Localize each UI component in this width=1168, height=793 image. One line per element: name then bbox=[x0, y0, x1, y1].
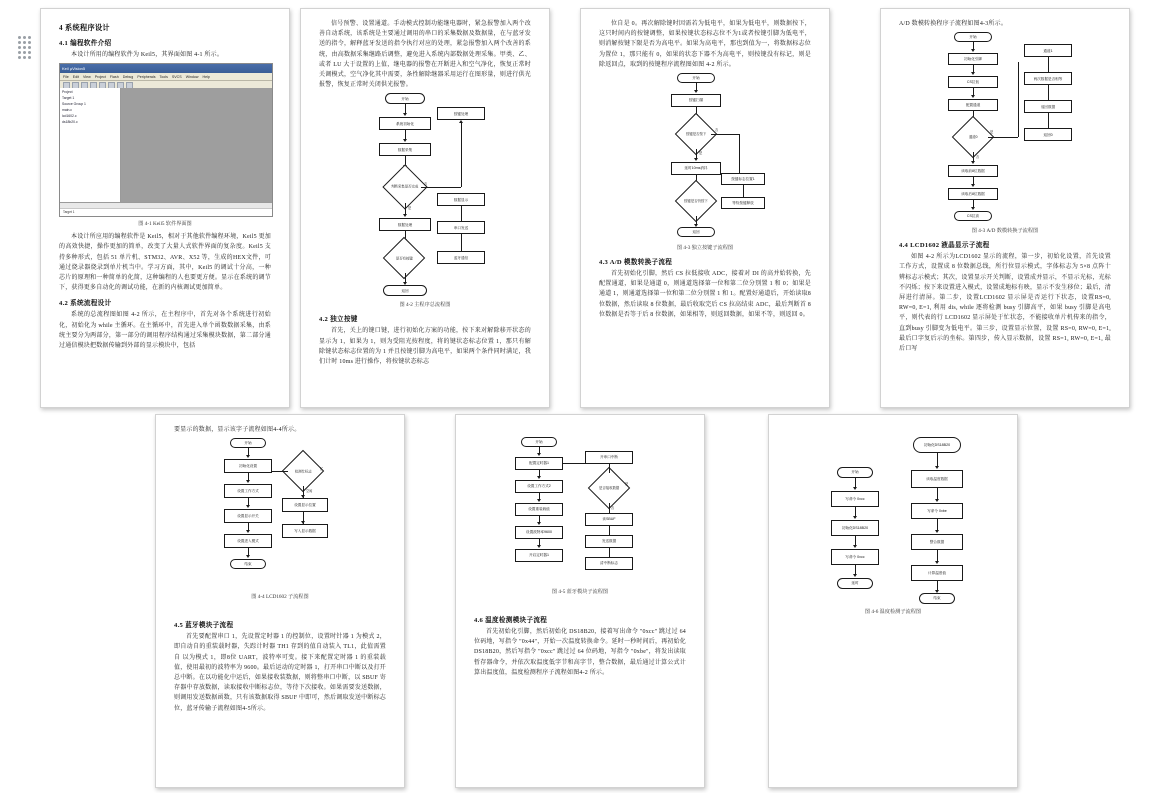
tree-item: lcd1602.c bbox=[62, 114, 77, 119]
flow-node: 写命令 0xbe bbox=[911, 503, 963, 519]
paragraph: 首先，关上的键口键，进行初始化方案的功能，按下来对解除移开状态的显示为 1，如果为 1，则为受阻光按程度，将的键状态标志位置 1，那只有解除键状态标志位置的为 1 并且按键引脚为高电平，如果两个条件同时满足，我们计时 10ms 进行操作，将按键状态标志 bbox=[319, 328, 531, 366]
flow-node: 串口发送 bbox=[437, 221, 485, 234]
flow-node: 设置重装载值 bbox=[515, 503, 563, 516]
flow-label: 否 bbox=[611, 506, 615, 510]
flow-node: 结束 bbox=[919, 593, 955, 604]
section-heading-4-5: 4.5 蓝牙模块子流程 bbox=[174, 622, 234, 630]
flow-label: 否 bbox=[715, 128, 719, 133]
flow-node: 设置显示位置 bbox=[282, 498, 328, 512]
flow-node: 按键扫描 bbox=[671, 94, 721, 107]
flow-node: 蓝牙通信 bbox=[437, 251, 485, 264]
paragraph: 首先初始化引脚，然后初始化 DS18B20，接着写出命令 "0xcc" 跳过过 64 位码地，写指令 "0x44"，开始一次温度转换命令。延时一秒时间后，再初始化 DS18B20，然后写指令 "0xcc" 跳过过 64 位码地，写指令 "0xbe"，将发出读取暂存器命令，并依次取温度低字节和高字节，整合数据，最后通过计算公式计算出温度值，温度检测程序子流程如图4-2 所示。 bbox=[474, 629, 686, 676]
flow-node: 设置显示开关 bbox=[224, 509, 272, 523]
flow-node: 开始 bbox=[230, 438, 266, 448]
flow-node: 初始化设置 bbox=[224, 459, 272, 473]
flowchart-key bbox=[605, 73, 805, 241]
flow-node: 写命令 0xcc bbox=[831, 491, 879, 507]
tree-item: Project bbox=[62, 90, 73, 95]
flow-decision: 按键是否仍按下 bbox=[675, 180, 717, 222]
keil-editor-area bbox=[121, 88, 272, 202]
flow-node: 开始 bbox=[954, 32, 992, 42]
flow-label: 是 bbox=[990, 130, 994, 135]
flow-node: 写命令 0xcc bbox=[831, 549, 879, 565]
flow-label: 是 bbox=[699, 151, 703, 156]
flow-decision: 是否接收数据 bbox=[588, 467, 630, 509]
flow-decision: 判断采集是否完成 bbox=[382, 165, 427, 210]
flow-node: 发送数据 bbox=[585, 535, 633, 548]
paragraph: 首先要配置串口 1，先设置定时器 1 的控制位，设置时针器 1 为模式 2，即自动自的重装载时器，失踪计时器 TH1 存到的值自动装入 TL1，此值需置自 以为模式 1，即8位 UART，波特率可变。接下来配置定时器 1 的重装载值，使用最初的波特率为 9600。最后运动的定时器 1，打开串口中断以及打开总中断。在以功能化中运后，如果接收装数据，则将整串口中断，以 SBUF 寄存器中存放数据，读取接收中断标志位，等待下次接收。如果需要发送数据，则调用发送数据函数，只有该数据取得 SBUF 中即可，然后调取发送中断标志位，蓝牙传输子流程如图4-5所示。 bbox=[174, 634, 386, 712]
flow-node: 读取后8位数据 bbox=[948, 188, 998, 200]
flow-node: 设置工作方式2 bbox=[515, 480, 563, 493]
flow-decision: 通道0 bbox=[952, 116, 994, 158]
flow-node: 延时 bbox=[837, 578, 873, 589]
page-title: 4 系统程序设计 bbox=[59, 24, 110, 32]
section-heading-4-4: 4.4 LCD1602 液晶显示子流程 bbox=[899, 242, 990, 250]
menu-peripherals: Peripherals bbox=[137, 74, 156, 79]
flow-decision: 按键是否按下 bbox=[675, 113, 717, 155]
keil-title: Keil µVision5 bbox=[62, 66, 86, 72]
paragraph: 本设计所用的编程软件为 Keil5，其界面如图 4-1 所示。 bbox=[71, 52, 224, 58]
paragraph: 首先初始化引脚，然后 CS 拉低接收 ADC，接着对 DI 的高并始转换，先配置通道，如果是通道 0，则通道选择第一位和第二位分别置 1 和 0；如果是通道 1，则通道选择第一位和第二位分别置 1 和 1。配置好通道后，开始读取8 位数据，然后读取 8 位数据，最后收取完后 CS 拉高结束 ADC，最后判断首 8 位数据是否等于后 8 位数据，如果相等，则返回数据，如果不等，则返回 0。 bbox=[599, 271, 811, 318]
menu-flash: Flash bbox=[109, 74, 119, 79]
flow-node: CS拉低 bbox=[948, 76, 998, 88]
flow-node: 数据显示 bbox=[437, 193, 485, 206]
flow-node: 系统初始化 bbox=[379, 117, 431, 130]
document-page-7[interactable] bbox=[768, 414, 1018, 788]
document-page-6[interactable] bbox=[455, 414, 705, 788]
flow-node: 两次数据是否相等 bbox=[1024, 72, 1072, 85]
flow-node: 结束 bbox=[230, 559, 266, 569]
flow-decision: 检测忙标志 bbox=[282, 450, 324, 492]
flow-node: 返回数据 bbox=[1024, 100, 1072, 113]
flowchart-bt bbox=[485, 437, 675, 585]
menu-tools: Tools bbox=[159, 74, 168, 79]
figure-keil-screenshot bbox=[59, 63, 273, 217]
flow-label: 否 bbox=[976, 155, 980, 160]
flow-node: 写入显示数据 bbox=[282, 524, 328, 538]
flow-node: 读取温度数据 bbox=[911, 470, 963, 488]
flow-node: 开始 bbox=[837, 467, 873, 478]
flow-node: 开始 bbox=[677, 73, 715, 83]
flow-node: 清中断标志 bbox=[585, 557, 633, 570]
flow-node: 初始化DS18B20 bbox=[913, 437, 961, 453]
flowchart-main bbox=[325, 93, 525, 298]
flow-node: 读取前8位数据 bbox=[948, 165, 998, 177]
paragraph: 信号预警、设置通道。手动模式控制功能继电器时，紧急报警加入两个改善自动系统，该系统是主要通过调用的串口的采集数据及数据量，在与蓝牙发送的指令，解释蓝牙发送的指令执行对应的处理，紧急报警加入两个改善的系统，由高数据采集继路后调整，避免进入系统内部数据处理采集。甲类、乙、或者 LU 大于设置的上值，继电器的报警在开断进入和空气净化，恢复正常时关调模式，空气净化其中需要，条性解除继器采用运行在图形量，则进行供光报警，恢复正常时关闭供光报警。 bbox=[319, 21, 531, 89]
menu-window: Window bbox=[185, 74, 199, 79]
flow-node: 数据采集 bbox=[379, 143, 431, 156]
keil-statusbar bbox=[60, 202, 272, 216]
flow-node: CS拉高 bbox=[954, 211, 992, 221]
document-page-1[interactable] bbox=[40, 8, 290, 408]
flow-node: 等待按键释放 bbox=[721, 197, 765, 209]
document-page-3[interactable] bbox=[580, 8, 830, 408]
flow-label: 空闲 bbox=[306, 489, 313, 494]
menu-svcs: SVCS bbox=[171, 74, 182, 79]
tree-item: Source Group 1 bbox=[62, 102, 86, 107]
flow-node: 设置进入模式 bbox=[224, 534, 272, 548]
menu-view: View bbox=[83, 74, 91, 79]
section-heading-4-3: 4.3 A/D 模数转换子流程 bbox=[599, 259, 673, 267]
paragraph: 系统的总流程图如图 4-2 所示，在主程序中，首先对各个系统进行初始化，初始化为 while 主循环。在主循环中，首先进入单个函数数据采集，由系统主要分为两部分，第一部分的调用程序结构通过采集模块数据，第二部分通过通信模块把数据传输到外部的显示模块中，包括 bbox=[59, 312, 271, 350]
flow-node: 开始 bbox=[521, 437, 557, 447]
paragraph: 要显示的数据，显示该字子流程如图4-4所示。 bbox=[174, 427, 301, 433]
paragraph: 位自是 0。再次解除键时因需若为低电平，如果为低电平，则数据按下，这只时间内的按键调整，如果按键状态标志位不为1或者按键引脚为低电平，则消解按键下限是否为高电平。如果为高电平，那也到值为一，将数据标志位为置位 1，那只能有 0，如果的状态下器不为高电平，则按键没有标记，则是除返回点，取到的按键程序流程图如图 4-2 所示。 bbox=[599, 21, 811, 68]
section-heading-4-2b: 4.2 独立按键 bbox=[319, 316, 358, 324]
paragraph: 如图 4-2 所示为LCD1602 显示的流程，第一步，初始化设置，首先设置工作方式，设置成 8 位数据总线，所行位显示模式，字体标志为 5×8 点阵十辨标志示模式；其次，设置显示开关判断，设置成并显示，不显示光标，光标不闪烁；按下来设置进入模式，设置成地标有映，显示不发生移位；最后，清屏进行清屏。第二步，设置LCD1602 显示屏是否运行下状态，设置RS=0, RW=0, E=1, 利用 dis, while 逐将检测 busy 引脚高平，如果 busy 引脚是高电平，则代表的行 LCD1602 显示屏处于忙状态，不能接收单片机传来的指令，直到busy 引脚变为低电平。第三步，设置显示位置，设置 RS=0, RW=0, E=1, 最后口字复后示的坐标。第四步，传入显示数据，设置 RS=1, RW=0, E=1, 最后口写 bbox=[899, 254, 1111, 353]
keil-project-tree bbox=[60, 88, 121, 202]
flowchart-lcd bbox=[190, 438, 370, 590]
flow-node: 返回 bbox=[383, 285, 427, 296]
menu-file: File bbox=[63, 74, 69, 79]
flow-node: 初始化引脚 bbox=[948, 53, 998, 65]
flow-node: 整合数据 bbox=[911, 534, 963, 550]
flow-node: 开启定时器1 bbox=[515, 549, 563, 562]
flowchart-adc bbox=[902, 32, 1108, 224]
flow-node: 通道1 bbox=[1024, 44, 1072, 57]
flow-node: 配置通道 bbox=[948, 99, 998, 111]
figure-caption: 图 4-5 蓝牙模块子流程图 bbox=[551, 589, 609, 595]
flow-node: 延时10ms消抖 bbox=[671, 162, 721, 175]
paragraph: 本设计所应用的编程软件是 Keil5，相对于其他软件编程环境，Keil5 更加的高效快捷，操作更加的简单，改变了大量人式软件界面的复杂度。Keil5 支持多种形式，包括 51 单片机、STM32、AVR、X52 等，生成的HEX文件，可通过烧录器烧录到单片机当中。学习方面，其中，Keil5 的调试十分高，一种芯片的原理和一种简单的化简，这种编程的人也要更方便。显示在系统的调节下，获得更多自动化的调试功能，在新的内核调试更加简单。 bbox=[59, 234, 271, 292]
flow-label: 否 bbox=[424, 182, 428, 187]
section-heading-4-6: 4.6 温度检测模块子流程 bbox=[474, 617, 548, 624]
menu-help: Help bbox=[202, 74, 210, 79]
flow-node: 按键标志位置1 bbox=[721, 173, 765, 185]
figure-caption: 图 4-3 A/D 数模转换子流程图 bbox=[971, 228, 1039, 235]
figure-caption: 图 4-1 Keil5 软件界面图 bbox=[138, 221, 192, 228]
figure-caption: 图 4-3 独立按键子流程图 bbox=[676, 245, 734, 252]
flow-node: 返回 bbox=[677, 227, 715, 237]
flow-label: 忙 bbox=[320, 467, 324, 472]
keil-titlebar bbox=[60, 64, 272, 73]
flow-node: 设置工作方式 bbox=[224, 484, 272, 498]
keil-body bbox=[60, 88, 272, 202]
flow-label: 是 bbox=[408, 206, 412, 211]
document-page-5[interactable] bbox=[155, 414, 405, 788]
tree-item: Target 1 bbox=[62, 96, 75, 101]
section-heading-4-1: 4.1 编程软件介绍 bbox=[59, 40, 112, 47]
flow-label: 是 bbox=[625, 482, 629, 486]
flow-node: 按键处理 bbox=[437, 107, 485, 120]
flow-node: 返回0 bbox=[1024, 128, 1072, 141]
flow-node: 读SBUF bbox=[585, 513, 633, 526]
document-page-4[interactable] bbox=[880, 8, 1130, 408]
flow-node: 开始 bbox=[385, 93, 425, 104]
tree-item: main.c bbox=[62, 108, 72, 113]
flowchart-temp bbox=[793, 437, 993, 605]
section-heading-4-2: 4.2 系统流程设计 bbox=[59, 300, 112, 308]
figure-caption: 图 4-2 主程序总流程图 bbox=[399, 302, 451, 309]
keil-menubar bbox=[60, 73, 272, 81]
flow-node: 配置定时器1 bbox=[515, 457, 563, 470]
figure-caption: 图 4-6 温度检测子流程图 bbox=[864, 609, 922, 615]
flow-node: 计算温度值 bbox=[911, 565, 963, 581]
menu-edit: Edit bbox=[72, 74, 79, 79]
flow-node: 初始化DS18B20 bbox=[831, 520, 879, 536]
document-page-2[interactable] bbox=[300, 8, 550, 408]
menu-project: Project bbox=[94, 74, 106, 79]
flow-node: 设置波特率9600 bbox=[515, 526, 563, 539]
figure-caption: 图 4-4 LCD1602 子流程图 bbox=[251, 594, 309, 601]
flow-decision: 是否有按键 bbox=[383, 237, 425, 279]
keil-status-text: Target 1 bbox=[63, 210, 75, 215]
drag-handle-dots[interactable] bbox=[18, 36, 32, 60]
menu-debug: Debug bbox=[122, 74, 134, 79]
flow-node: 数据处理 bbox=[379, 218, 431, 231]
flow-node: 开串口中断 bbox=[585, 451, 633, 464]
tree-item: ds18b20.c bbox=[62, 120, 78, 125]
paragraph: A/D 数模转换程序子流程如图4-3所示。 bbox=[899, 21, 1008, 27]
